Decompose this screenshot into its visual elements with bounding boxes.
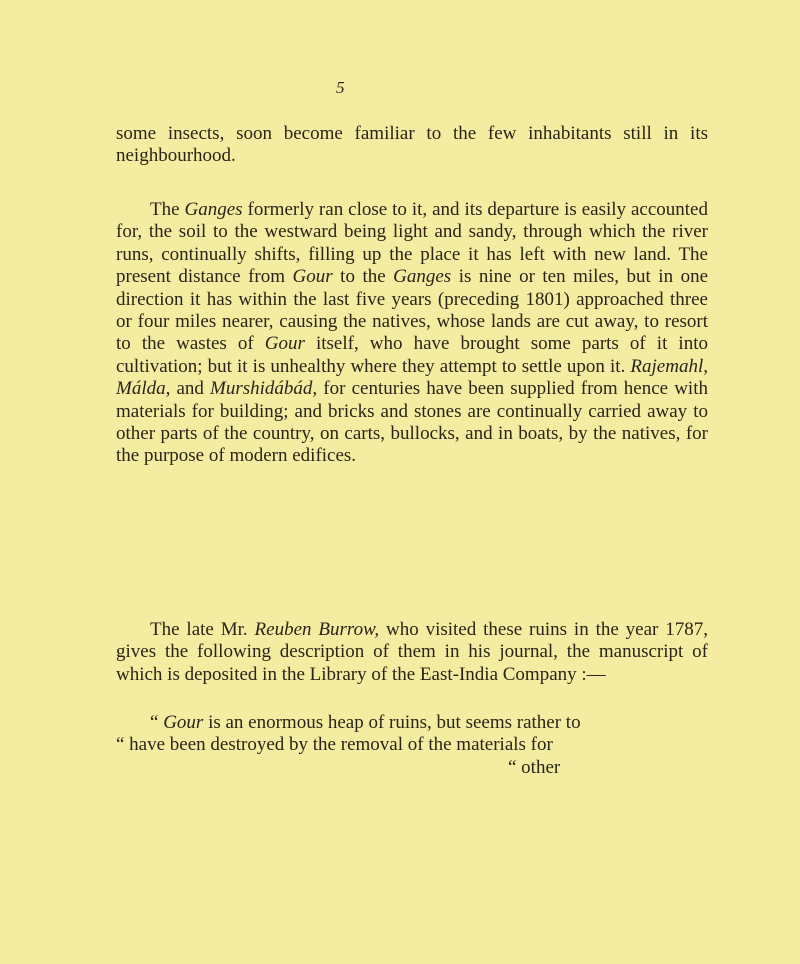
paragraph-2-text-7: and <box>170 378 211 400</box>
place-name-ganges: Ganges <box>184 199 243 220</box>
place-name-ganges-2: Ganges <box>393 266 452 288</box>
place-name-malda: Málda, <box>116 378 171 400</box>
place-name-gour-3: Gour <box>163 712 204 733</box>
paragraph-2-text-4: is nine or ten miles, but in one direction it has within the last five years (preceding 1801) approached three or four miles nearer, causing the natives, whose lands are cut away, to resort to the wastes of <box>116 266 709 355</box>
paragraph-3-text-2: who visited these ruins in the year 1787, gives the following description of them in his journal, the manuscript of which is deposited in the Library of the East-India Company :— <box>116 619 708 685</box>
paragraph-2-text-2: formerly ran close to it, and its departure is easily accounted for, the soil to the westward being light and sandy, through which the river runs, continually shifts, filling up the place it has left with new land. The present distance from <box>116 199 708 288</box>
paragraph-2-text-5: itself, who have brought some parts of it into cultivation; but it is unhealthy where they attempt to settle upon it. <box>116 333 708 377</box>
paragraph-2-text-8: for centuries have been supplied from hence with materials for building; and bricks and stones are continually carried away to other parts of the country, on carts, bullocks, and in boats, by the natives, for the purpose of modern edifices. <box>116 378 708 467</box>
quote-line-2: “ have been destroyed by the removal of the materials for <box>116 734 553 756</box>
paragraph-2 <box>116 199 708 468</box>
quote-line-1 <box>116 712 708 734</box>
paragraph-3 <box>116 619 708 686</box>
paragraph-3-text-1: The late Mr. <box>150 619 255 640</box>
page-number: 5 <box>336 78 345 97</box>
quote-line-3: “ other <box>508 756 561 778</box>
quoted-passage <box>116 712 708 779</box>
paragraph-1: some insects, soon become familiar to the few inhabitants still in its neighbourhood. <box>116 123 708 167</box>
quote-line-1-post: is an enormous heap of ruins, but seems rather to <box>203 712 581 733</box>
place-name-murshidabad: Murshidábád, <box>210 378 318 400</box>
place-name-gour: Gour <box>292 266 333 288</box>
paragraph-2-text-1: The <box>150 199 185 220</box>
place-name-gour-2: Gour <box>264 333 305 355</box>
paragraph-2-text-3: to the <box>332 266 394 288</box>
place-name-rajemahl: Rajemahl, <box>630 355 708 377</box>
person-name-reuben-burrow: Reuben Burrow, <box>254 619 380 640</box>
quote-line-1-pre: “ <box>150 712 164 733</box>
